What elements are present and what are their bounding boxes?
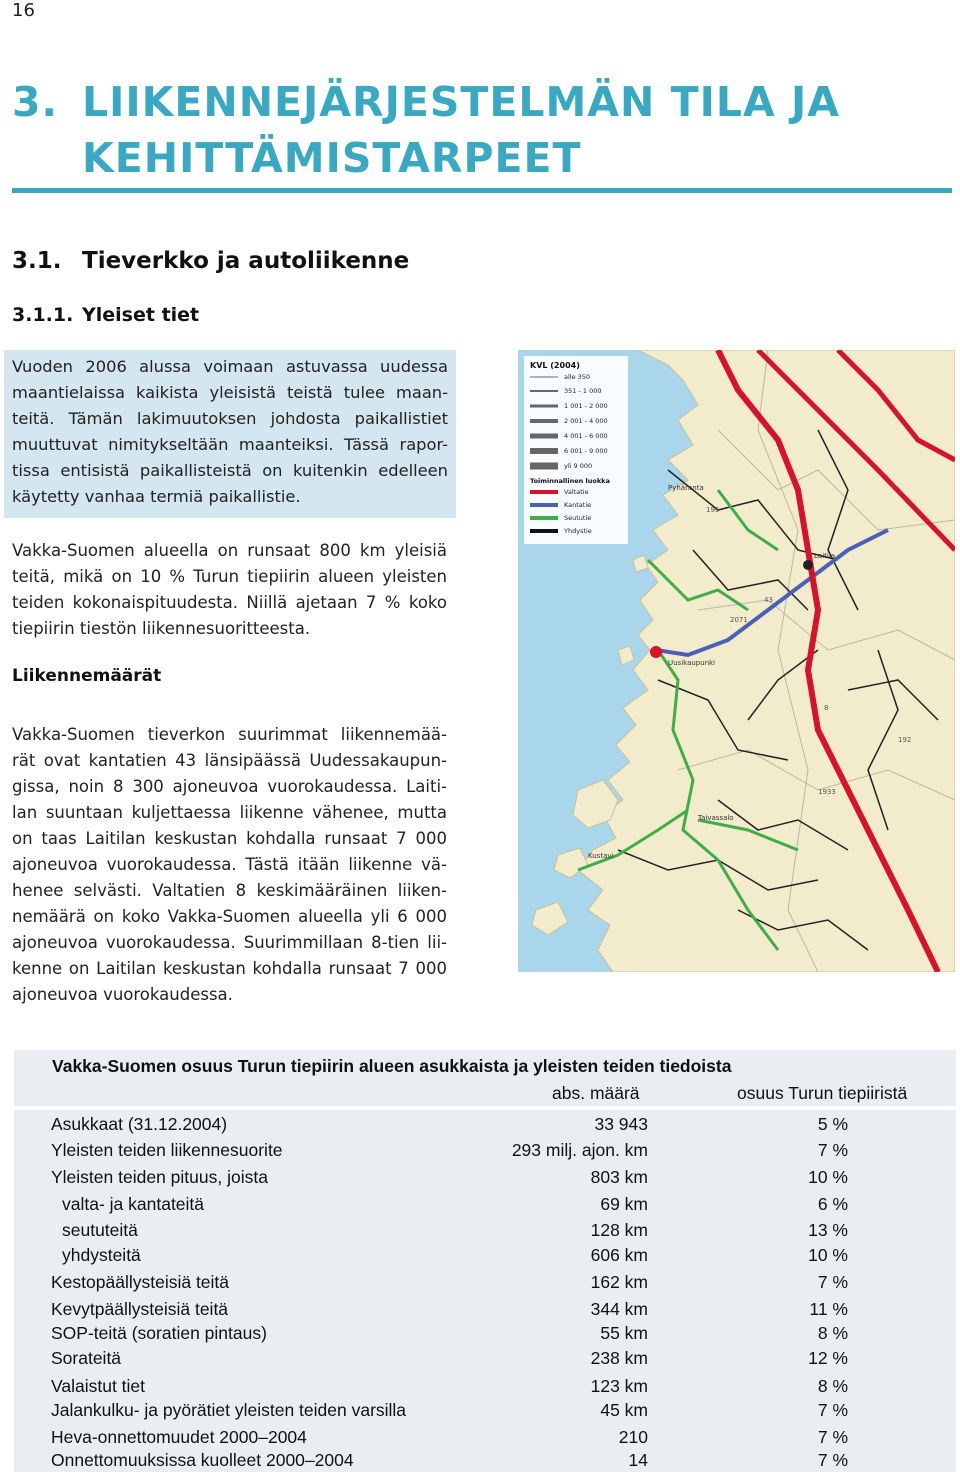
page-number: 16 xyxy=(12,0,35,21)
legend-class-label: Kantatie xyxy=(564,501,592,509)
info-box xyxy=(4,350,456,518)
table-row xyxy=(14,1114,956,1138)
town-laitila xyxy=(803,560,813,570)
table-row xyxy=(14,1450,956,1474)
table-row xyxy=(14,1194,956,1218)
row-share-value: 7 % xyxy=(817,1272,848,1292)
row-share-value: 7 % xyxy=(817,1140,848,1160)
info-line: teitä. Tämän lakimuutoksen johdosta paikallistiet xyxy=(12,409,448,428)
legend-volume-label: 4 001 - 6 000 xyxy=(564,432,608,440)
chapter-title-line1: LIIKENNEJÄRJESTELMÄN TILA JA xyxy=(82,78,840,126)
row-abs-value: 123 km xyxy=(590,1376,648,1396)
table-row xyxy=(14,1323,956,1347)
paragraph-line: teiden kokonaispituudesta. Niillä ajetaan 7 % koko xyxy=(12,593,447,612)
legend-class-label: Yhdystie xyxy=(564,527,592,535)
row-abs-value: 33 943 xyxy=(594,1114,648,1134)
table-row xyxy=(14,1245,956,1269)
paragraph-line: tiepiirin tiestön liikennesuoritteesta. xyxy=(12,619,311,638)
place-label: Kustavi xyxy=(588,852,614,860)
map-svg xyxy=(518,350,955,972)
row-share-value: 10 % xyxy=(808,1245,848,1265)
paragraph-line: gissa, noin 8 300 ajoneuvoa vuorokaudessa. Laiti- xyxy=(12,777,447,796)
row-abs-value: 238 km xyxy=(590,1348,648,1368)
row-share-value: 11 % xyxy=(809,1299,848,1319)
row-abs-value: 210 xyxy=(618,1427,648,1447)
row-share-value: 8 % xyxy=(817,1323,848,1343)
row-label: Valaistut tiet xyxy=(51,1376,146,1396)
subsection-title: Yleiset tiet xyxy=(82,304,200,326)
row-share-value: 6 % xyxy=(817,1194,848,1214)
road-number: 8 xyxy=(824,704,829,712)
paragraph-line: teitä, mikä on 10 % Turun tiepiirin alueen yleisten xyxy=(12,567,447,586)
row-label: Yleisten teiden pituus, joista xyxy=(51,1167,268,1187)
legend-class-label: Seututie xyxy=(564,514,592,522)
table-row xyxy=(14,1220,956,1244)
row-abs-value: 344 km xyxy=(590,1299,648,1319)
row-share-value: 7 % xyxy=(817,1450,848,1470)
info-box-text xyxy=(12,354,448,510)
header-separator xyxy=(14,1106,956,1110)
legend-title: KVL (2004) xyxy=(530,361,580,370)
row-abs-value: 128 km xyxy=(590,1220,648,1240)
paragraph-line: Vakka-Suomen alueella on runsaat 800 km yleisiä xyxy=(12,541,447,560)
table-row xyxy=(14,1167,956,1191)
subsection-heading xyxy=(12,304,199,326)
row-share-value: 12 % xyxy=(808,1348,848,1368)
row-label: Onnettomuuksissa kuolleet 2000–2004 xyxy=(51,1450,354,1470)
table-row xyxy=(14,1427,956,1451)
row-label: Heva-onnettomuudet 2000–2004 xyxy=(51,1427,307,1447)
row-abs-value: 45 km xyxy=(600,1400,648,1420)
section-title: Tieverkko ja autoliikenne xyxy=(82,248,410,274)
row-label: yhdysteitä xyxy=(62,1245,141,1265)
paragraph-line: on taas Laitilan keskustan kohdalla runsaat 7 000 xyxy=(12,829,447,848)
row-abs-value: 293 milj. ajon. km xyxy=(511,1140,648,1160)
paragraph-line: lan suuntaan kuljettaessa liikenne vähenee, mutta xyxy=(12,803,447,822)
table-row xyxy=(14,1348,956,1372)
paragraph-line: kenne on Laitilan keskustan kohdalla runsaat 7 000 xyxy=(12,959,447,978)
column-header-abs: abs. määrä xyxy=(552,1083,640,1103)
paragraph-road-network xyxy=(12,538,447,642)
table-caption: Vakka-Suomen osuus Turun tiepiirin alueen asukkaista ja yleisten teiden tiedoista xyxy=(52,1056,732,1076)
title-rule xyxy=(12,188,952,193)
row-label: Yleisten teiden liikennesuorite xyxy=(51,1140,283,1160)
place-label: Uusikaupunki xyxy=(668,659,716,667)
place-label: Laitila xyxy=(814,552,836,560)
table-row xyxy=(14,1272,956,1296)
legend-class-label: Valtatie xyxy=(564,488,589,496)
road-number: 1933 xyxy=(818,788,836,796)
row-share-value: 8 % xyxy=(817,1376,848,1396)
subsection-number: 3.1.1. xyxy=(12,304,74,326)
section-heading xyxy=(12,248,409,274)
traffic-heading: Liikennemäärät xyxy=(12,666,162,686)
table-row xyxy=(14,1299,956,1323)
row-label: Kevytpäällysteisiä teitä xyxy=(51,1299,229,1319)
legend-volume-label: 6 001 - 9 000 xyxy=(564,447,608,455)
table-row xyxy=(14,1140,956,1164)
row-label: seututeitä xyxy=(62,1220,138,1240)
row-abs-value: 14 xyxy=(628,1450,648,1470)
row-share-value: 10 % xyxy=(808,1167,848,1187)
legend-volume-label: 1 001 - 2 000 xyxy=(564,402,608,410)
legend-volume-label: yli 9 000 xyxy=(564,462,593,470)
paragraph-line: rät ovat kantatien 43 länsipäässä Uudessakaupun- xyxy=(12,751,447,770)
town-uusikaupunki xyxy=(650,646,662,658)
row-abs-value: 69 km xyxy=(600,1194,648,1214)
chapter-title xyxy=(12,74,942,186)
row-share-value: 13 % xyxy=(808,1220,848,1240)
info-line: tissa entisistä paikallisteistä on kuitenkin edelleen xyxy=(12,461,448,480)
section-number: 3.1. xyxy=(12,248,62,274)
paragraph-line: nemäärä on koko Vakka-Suomen alueella yli 6 000 xyxy=(12,907,447,926)
paragraph-line: ajoneuvoa vuorokaudessa. Suurimmillaan 8-tien lii- xyxy=(12,933,447,952)
row-abs-value: 803 km xyxy=(590,1167,648,1187)
row-abs-value: 55 km xyxy=(600,1323,648,1343)
road-number: 196 xyxy=(706,506,720,514)
traffic-volume-map xyxy=(518,350,955,972)
info-line: Vuoden 2006 alussa voimaan astuvassa uudessa xyxy=(12,357,448,376)
row-label: Jalankulku- ja pyörätiet yleisten teiden varsilla xyxy=(51,1400,407,1420)
row-share-value: 7 % xyxy=(817,1427,848,1447)
row-label: Sorateitä xyxy=(51,1348,122,1368)
info-line: muuttuvat nimitykseltään maanteiksi. Tässä rapor- xyxy=(12,435,448,454)
paragraph-line: ajoneuvoa vuorokaudessa. Tästä itään liikenne vä- xyxy=(12,855,447,874)
legend-volume-label: alle 350 xyxy=(564,373,591,381)
road-number: 43 xyxy=(764,596,773,604)
row-share-value: 5 % xyxy=(817,1114,848,1134)
legend-volume-label: 351 - 1 000 xyxy=(564,387,602,395)
statistics-table xyxy=(14,1050,956,1472)
info-line: käytetty vanhaa termiä paikallistie. xyxy=(12,487,301,506)
column-header-share: osuus Turun tiepiiristä xyxy=(737,1083,908,1103)
place-label: Pyhäranta xyxy=(668,484,704,492)
paragraph-line: ajoneuvoa vuorokaudessa. xyxy=(12,985,233,1004)
road-number: 2071 xyxy=(730,616,748,624)
row-label: Kestopäällysteisiä teitä xyxy=(51,1272,230,1292)
legend-volume-label: 2 001 - 4 000 xyxy=(564,417,608,425)
table-row xyxy=(14,1400,956,1424)
place-label: Taivassalo xyxy=(698,814,734,822)
legend-functional-title: Toiminnallinen luokka xyxy=(530,477,610,485)
row-abs-value: 162 km xyxy=(590,1272,648,1292)
chapter-title-line2: KEHITTÄMISTARPEET xyxy=(82,134,582,182)
row-abs-value: 606 km xyxy=(590,1245,648,1265)
paragraph-traffic-volumes xyxy=(12,722,447,1008)
row-label: Asukkaat (31.12.2004) xyxy=(51,1114,228,1134)
row-label: SOP-teitä (soratien pintaus) xyxy=(51,1323,267,1343)
row-share-value: 7 % xyxy=(817,1400,848,1420)
road-number: 192 xyxy=(898,736,912,744)
table-row xyxy=(14,1376,956,1400)
paragraph-line: Vakka-Suomen tieverkon suurimmat liikennemää- xyxy=(12,725,447,744)
paragraph-line: henee selvästi. Valtatien 8 keskimääräinen liiken- xyxy=(12,881,447,900)
row-label: valta- ja kantateitä xyxy=(62,1194,205,1214)
chapter-number: 3. xyxy=(12,78,59,126)
info-line: maantielaissa kaikista yleisistä teistä tulee maan- xyxy=(12,383,448,402)
